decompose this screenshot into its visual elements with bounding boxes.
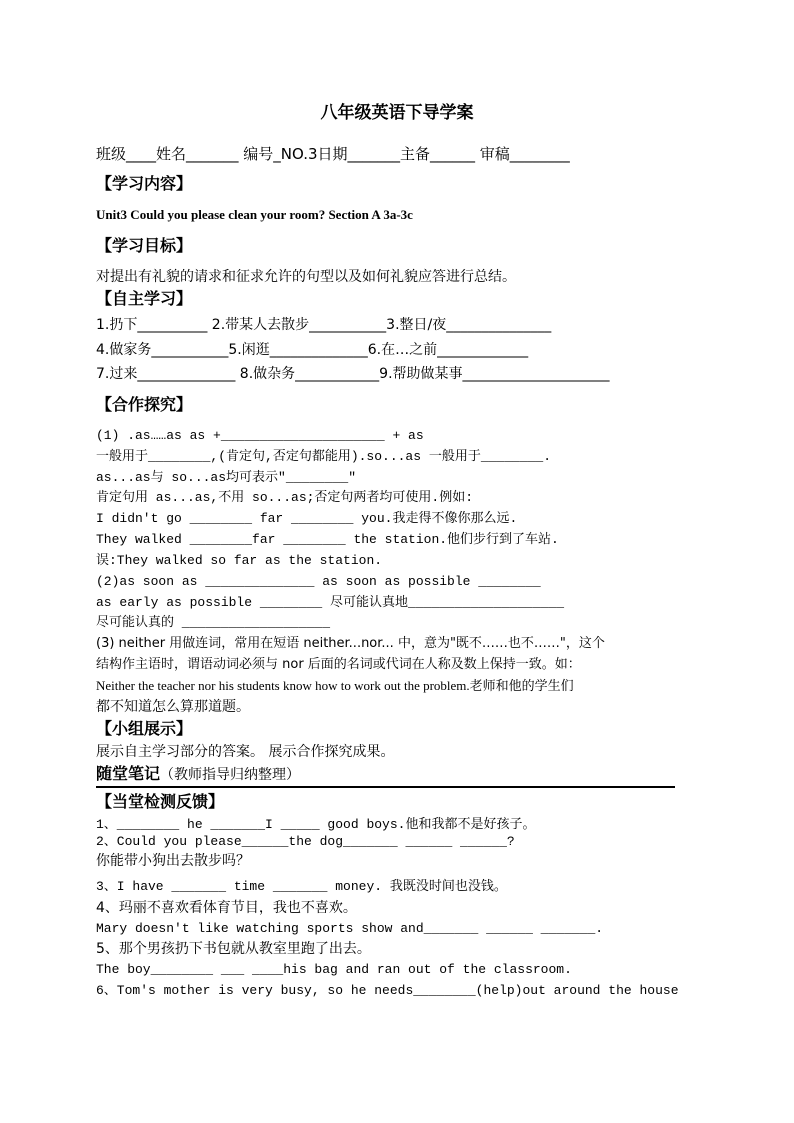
coop-line-1: (1) .as……as as +_____________________ + as (96, 428, 424, 443)
self-study-line-3: 7.过来______________ 8.做杂务____________9.帮助做某事_____________________ (96, 366, 610, 382)
coop-line-9: as early as possible ________ 尽可能认真地____________________ (96, 595, 565, 610)
test-line-9: 6、Tom's mother is very busy, so he needs________(help)out around the house (96, 983, 679, 998)
coop-line-8: (2)as soon as ______________ as soon as possible ________ (96, 574, 541, 589)
notes-subtitle: （教师指导归纳整理） (160, 767, 301, 783)
page-title: 八年级英语下导学案 (320, 103, 474, 123)
section-goals-heading: 【学习目标】 (96, 236, 193, 255)
test-line-2: 2、Could you please______the dog_______ ______ ______? (96, 834, 515, 849)
coop-line-12: 结构作主语时，谓语动词必须与 nor 后面的名词或代词在人称及数上保持一致。如： (96, 657, 581, 672)
coop-line-6: They walked ________far ________ the station.他们步行到了车站. (96, 532, 559, 547)
unit-line: Unit3 Could you please clean your room? Section A 3a-3c (96, 207, 413, 222)
notes-title: 随堂笔记 (96, 764, 161, 783)
test-line-7: 5、那个男孩扔下书包就从教室里跑了出去。 (96, 941, 371, 957)
section-content-heading: 【学习内容】 (96, 174, 193, 193)
self-study-line-2: 4.做家务___________5.闲逛______________6.在…之前_____________ (96, 342, 529, 358)
info-line: 班级____姓名_______ 编号_NO.3日期_______主备______ 审稿________ (96, 145, 570, 163)
coop-line-5: I didn't go ________ far ________ you.我走得不像你那么远. (96, 511, 518, 526)
group-text: 展示自主学习部分的答案。 展示合作探究成果。 (96, 744, 395, 760)
goal-text: 对提出有礼貌的请求和征求允许的句型以及如何礼貌应答进行总结。 (96, 269, 516, 285)
test-line-5: 4、玛丽不喜欢看体育节目，我也不喜欢。 (96, 900, 357, 916)
test-line-3: 你能带小狗出去散步吗？ (96, 853, 250, 869)
coop-line-14: 都不知道怎么算那道题。 (96, 699, 250, 715)
coop-line-13: Neither the teacher nor his students know how to work out the problem.老师和他的学生们 (96, 678, 574, 693)
test-line-4: 3、I have _______ time _______ money. 我既没时间也没钱。 (96, 879, 507, 894)
coop-line-4: 肯定句用 as...as,不用 so...as;否定句两者均可使用.例如: (96, 490, 474, 505)
section-coop-heading: 【合作探究】 (96, 395, 193, 414)
self-study-line-1: 1.扔下__________ 2.带某人去散步___________3.整日/夜_______________ (96, 317, 552, 333)
section-self-study-heading: 【自主学习】 (96, 289, 193, 308)
coop-line-11: (3) neither 用做连词，常用在短语 neither...nor... 中，意为"既不……也不……"，这个 (96, 636, 605, 651)
test-line-1: 1、________ he _______I _____ good boys.他和我都不是好孩子。 (96, 817, 536, 832)
notes-line (96, 764, 300, 785)
coop-line-10: 尽可能认真的 ___________________ (96, 615, 331, 630)
coop-line-7: 误:They walked so far as the station. (96, 553, 383, 568)
coop-line-3: as...as与 so...as均可表示"________" (96, 470, 357, 485)
coop-line-2: 一般用于________,(肯定句,否定句都能用).so...as 一般用于________. (96, 449, 552, 464)
test-line-6: Mary doesn't like watching sports show and_______ ______ _______. (96, 921, 604, 936)
notes-divider (96, 786, 675, 788)
section-group-heading: 【小组展示】 (96, 719, 193, 738)
section-test-heading: 【当堂检测反馈】 (96, 792, 225, 811)
test-line-8: The boy________ ___ ____his bag and ran out of the classroom. (96, 962, 572, 977)
